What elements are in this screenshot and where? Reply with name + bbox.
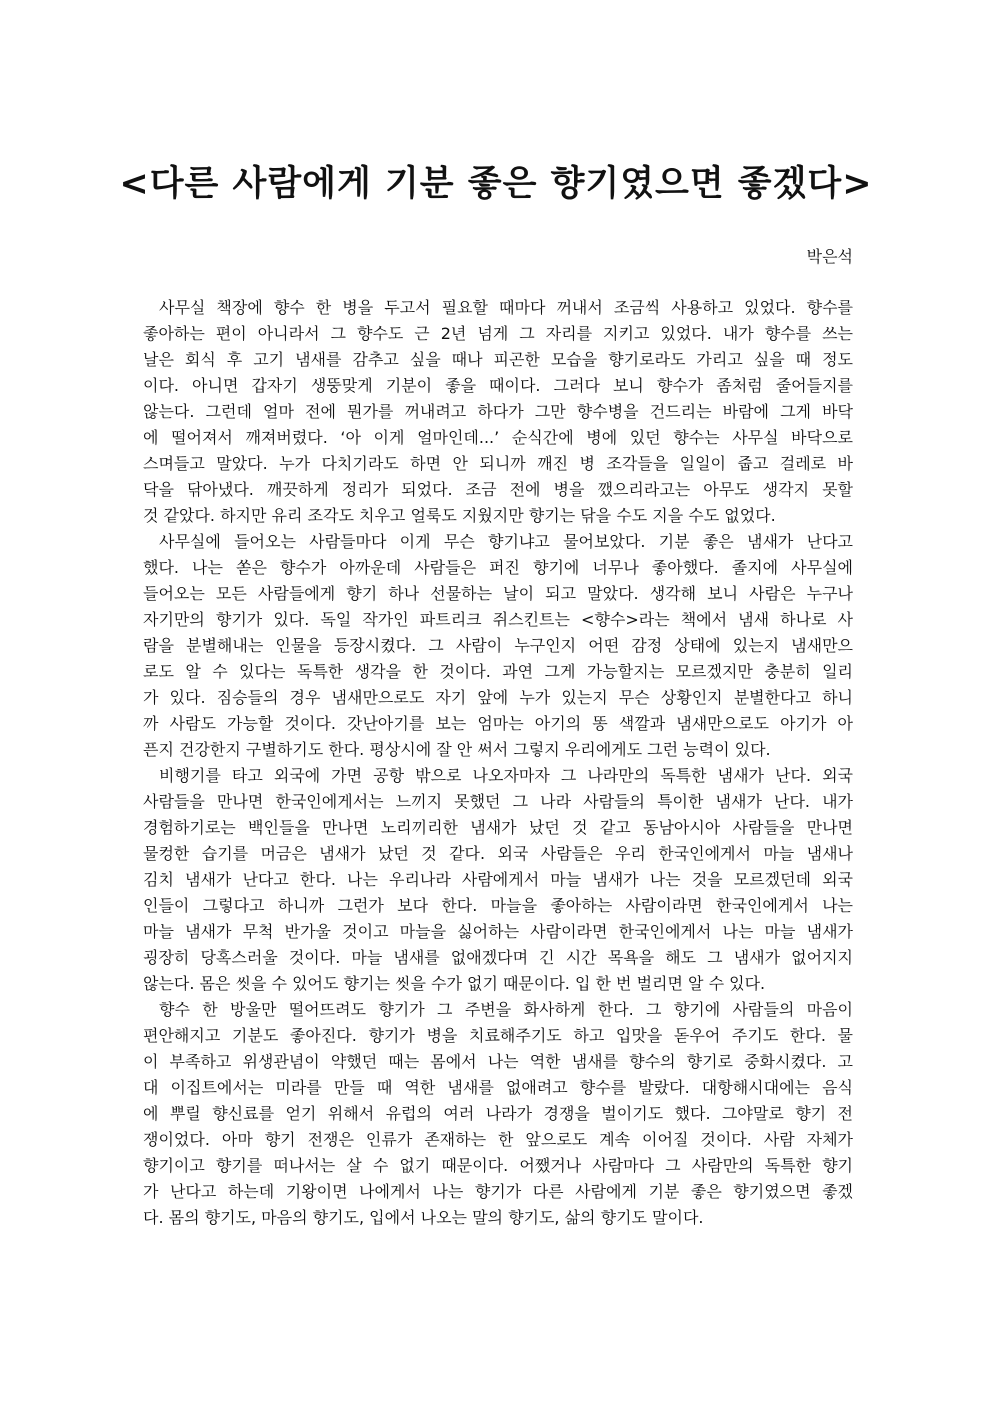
text-line: 로도 알 수 있다는 독특한 생각을 한 것이다. 과연 그게 가능할지는 모르겠지만 충분히 일리 [143, 662, 853, 681]
text-line: 않는다. 그런데 얼마 전에 뭔가를 꺼내려고 하다가 그만 향수병을 건드리는 바람에 그게 바닥 [143, 402, 853, 421]
text-line: 닥을 닦아냈다. 깨끗하게 정리가 되었다. 조금 전에 병을 깼으리라고는 아무도 생각지 못할 [143, 480, 853, 499]
text-line: 굉장히 당혹스러울 것이다. 마늘 냄새를 없애겠다며 긴 시간 목욕을 해도 그 냄새가 없어지지 [143, 948, 853, 967]
text-line: 물컹한 습기를 머금은 냄새가 났던 것 같다. 외국 사람들은 우리 한국인에게서 마늘 냄새나 [143, 844, 853, 863]
text-line: 다. 몸의 향기도, 마음의 향기도, 입에서 나오는 말의 향기도, 삶의 향기도 말이다. [143, 1208, 704, 1227]
text-line: 사람들을 만나면 한국인에게서는 느끼지 못했던 그 나라 사람들의 특이한 냄새가 난다. 내가 [143, 792, 853, 811]
text-line: 픈지 건강한지 구별하기도 한다. 평상시에 잘 안 써서 그렇지 우리에게도 그런 능력이 있다. [143, 740, 771, 759]
text-line: 마늘 냄새가 무척 반가울 것이고 마늘을 싫어하는 사람이라면 한국인에게서 나는 마늘 냄새가 [143, 922, 853, 941]
text-line: 가 난다고 하는데 기왕이면 나에게서 나는 향기가 다른 사람에게 기분 좋은 향기였으면 좋겠 [143, 1182, 853, 1201]
text-line: 향수 한 방울만 떨어뜨려도 향기가 그 주변을 화사하게 한다. 그 향기에 사람들의 마음이 [159, 1000, 853, 1019]
document-body [143, 295, 853, 1231]
text-line: 경험하기로는 백인들을 만나면 노리끼리한 냄새가 났던 것 같고 동남아시아 사람들을 만나면 [143, 818, 853, 837]
text-line: 사무실에 들어오는 사람들마다 이게 무슨 향기냐고 물어보았다. 기분 좋은 냄새가 난다고 [159, 532, 853, 551]
text-line: 편안해지고 기분도 좋아진다. 향기가 병을 치료해주기도 하고 입맛을 돋우어 주기도 한다. 물 [143, 1026, 853, 1045]
text-line: 인들이 그렇다고 하니까 그런가 보다 한다. 마늘을 좋아하는 사람이라면 한국인에게서 나는 [143, 896, 853, 915]
text-line: 대 이집트에서는 미라를 만들 때 역한 냄새를 없애려고 향수를 발랐다. 대항해시대에는 음식 [143, 1078, 853, 1097]
paragraph [143, 997, 853, 1231]
text-line: 스며들고 말았다. 누가 다치기라도 하면 안 되니까 깨진 병 조각들을 일일이 줍고 걸레로 바 [143, 454, 853, 473]
paragraph [143, 529, 853, 763]
paragraph [143, 763, 853, 997]
text-line: 비행기를 타고 외국에 가면 공항 밖으로 나오자마자 그 나라만의 독특한 냄새가 난다. 외국 [159, 766, 853, 785]
text-line: 자기만의 향기가 있다. 독일 작가인 파트리크 쥐스킨트는 <향수>라는 책에서 냄새 하나로 사 [143, 610, 853, 629]
text-line: 김치 냄새가 난다고 한다. 나는 우리나라 사람에게서 마늘 냄새가 나는 것을 모르겠던데 외국 [143, 870, 853, 889]
text-line: 이 부족하고 위생관념이 약했던 때는 몸에서 나는 역한 냄새를 향수의 향기로 중화시켰다. 고 [143, 1052, 853, 1071]
text-line: 람을 분별해내는 인물을 등장시켰다. 그 사람이 누구인지 어떤 감정 상태에 있는지 냄새만으 [143, 636, 853, 655]
text-line: 들어오는 모든 사람들에게 향기 하나 선물하는 날이 되고 말았다. 생각해 보니 사람은 누구나 [143, 584, 853, 603]
text-line: 가 있다. 짐승들의 경우 냄새만으로도 자기 앞에 누가 있는지 무슨 상황인지 분별한다고 하니 [143, 688, 853, 707]
text-line: 이다. 아니면 갑자기 생뚱맞게 기분이 좋을 때이다. 그러다 보니 향수가 좀처럼 줄어들지를 [143, 376, 853, 395]
text-line: 쟁이었다. 아마 향기 전쟁은 인류가 존재하는 한 앞으로도 계속 이어질 것이다. 사람 자체가 [143, 1130, 853, 1149]
text-line: 에 뿌릴 향신료를 얻기 위해서 유럽의 여러 나라가 경쟁을 벌이기도 했다. 그야말로 향기 전 [143, 1104, 853, 1123]
text-line: 것 같았다. 하지만 유리 조각도 치우고 얼룩도 지웠지만 향기는 닦을 수도 지을 수도 없었다. [143, 506, 776, 525]
text-line: 않는다. 몸은 씻을 수 있어도 향기는 씻을 수가 없기 때문이다. 입 한 번 벌리면 알 수 있다. [143, 974, 766, 993]
text-line: 좋아하는 편이 아니라서 그 향수도 근 2년 넘게 그 자리를 지키고 있었다. 내가 향수를 쓰는 [143, 324, 853, 343]
text-line: 에 떨어져서 깨져버렸다. ‘아 이게 얼마인데...’ 순식간에 병에 있던 향수는 사무실 바닥으로 [143, 428, 853, 447]
paragraph [143, 295, 853, 529]
text-line: 향기이고 향기를 떠나서는 살 수 없기 때문이다. 어쨌거나 사람마다 그 사람만의 독특한 향기 [143, 1156, 853, 1175]
document-title: <다른 사람에게 기분 좋은 향기였으면 좋겠다> [119, 164, 873, 204]
text-line: 사무실 책장에 향수 한 병을 두고서 필요할 때마다 꺼내서 조금씩 사용하고 있었다. 향수를 [159, 298, 853, 317]
text-line: 까 사람도 가능할 것이다. 갓난아기를 보는 엄마는 아기의 똥 색깔과 냄새만으로도 아기가 아 [143, 714, 853, 733]
text-line: 날은 회식 후 고기 냄새를 감추고 싶을 때나 피곤한 모습을 향기로라도 가리고 싶을 때 정도 [143, 350, 853, 369]
author-name: 박은석 [806, 247, 853, 266]
text-line: 했다. 나는 쏟은 향수가 아까운데 사람들은 퍼진 향기에 너무나 좋아했다. 졸지에 사무실에 [143, 558, 853, 577]
